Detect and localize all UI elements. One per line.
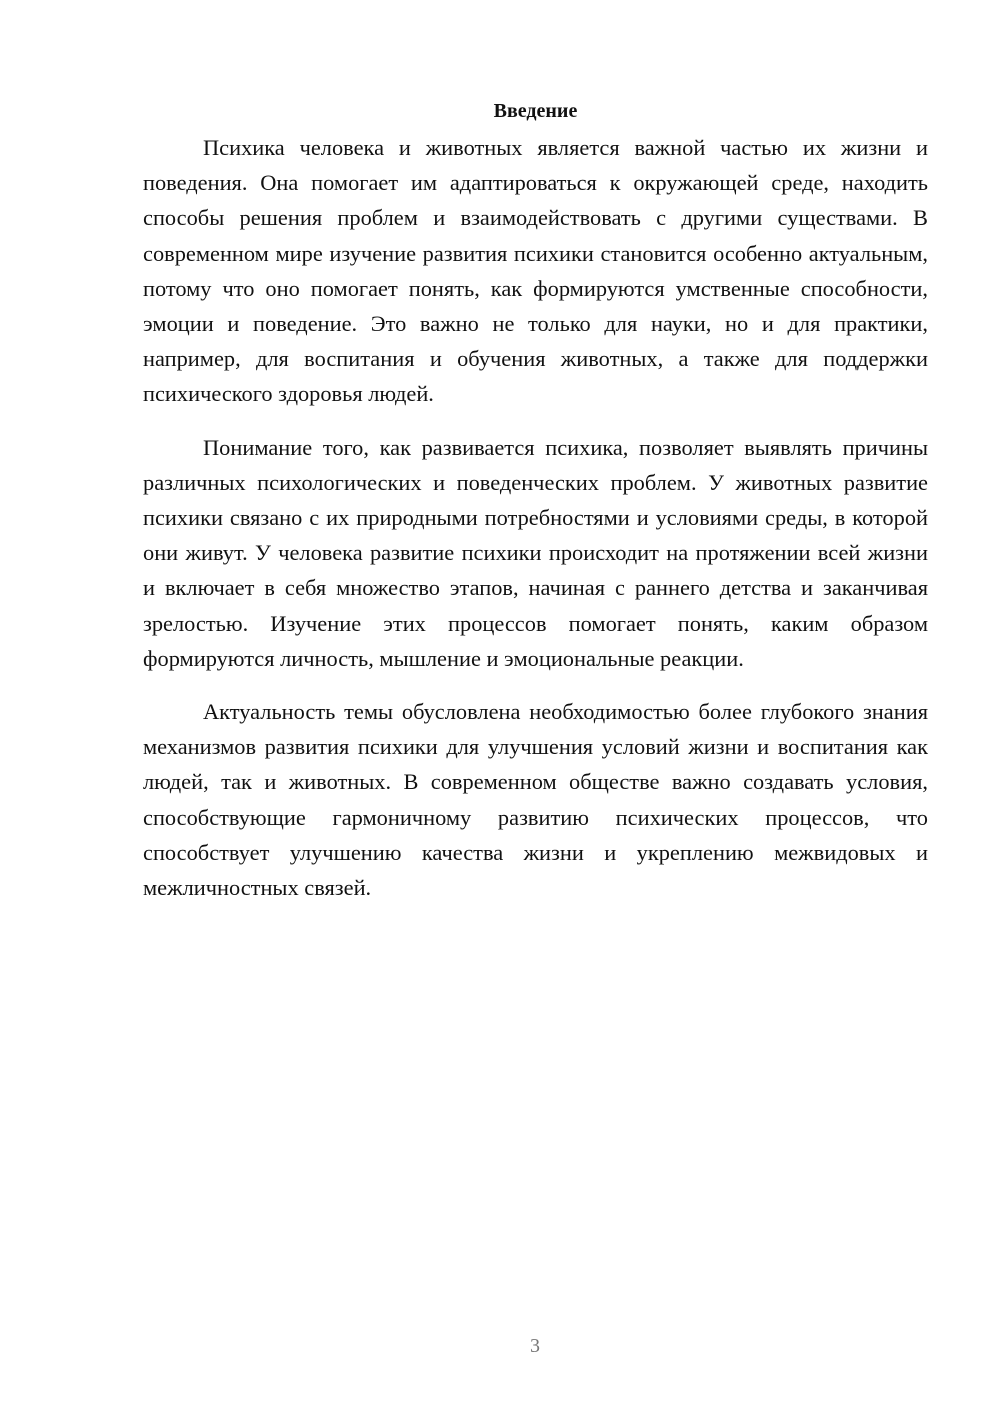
paragraph-1: Психика человека и животных является важной частью их жизни и поведения. Она помогает им адаптироваться к окружающей среде, находить способы решения проблем и взаимодействовать с другими существами. В современном мире изучение развития психики становится особенно актуальным, потому что оно помогает понять, как формируются умственные способности, эмоции и поведение. Это важно не только для науки, но и для практики, например, для воспитания и обучения животных, а также для поддержки психического здоровья людей. bbox=[143, 135, 928, 407]
section-heading: Введение bbox=[493, 100, 578, 122]
page-content bbox=[143, 94, 928, 923]
paragraph-3: Актуальность темы обусловлена необходимостью более глубокого знания механизмов развития психики для улучшения условий жизни и воспитания как людей, так и животных. В современном обществе важно создавать условия, способствующие гармоничному развитию психических процессов, что способствует улучшению качества жизни и укреплению межвидовых и межличностных связей. bbox=[143, 699, 928, 901]
page-number: 3 bbox=[530, 1335, 540, 1357]
paragraph-2: Понимание того, как развивается психика, позволяет выявлять причины различных психологических и поведенческих проблем. У животных развитие психики связано с их природными потребностями и условиями среды, в которой они живут. У человека развитие психики происходит на протяжении всей жизни и включает в себя множество этапов, начиная с раннего детства и заканчивая зрелостью. Изучение этих процессов помогает понять, каким образом формируются личность, мышление и эмоциональные реакции. bbox=[143, 434, 928, 671]
